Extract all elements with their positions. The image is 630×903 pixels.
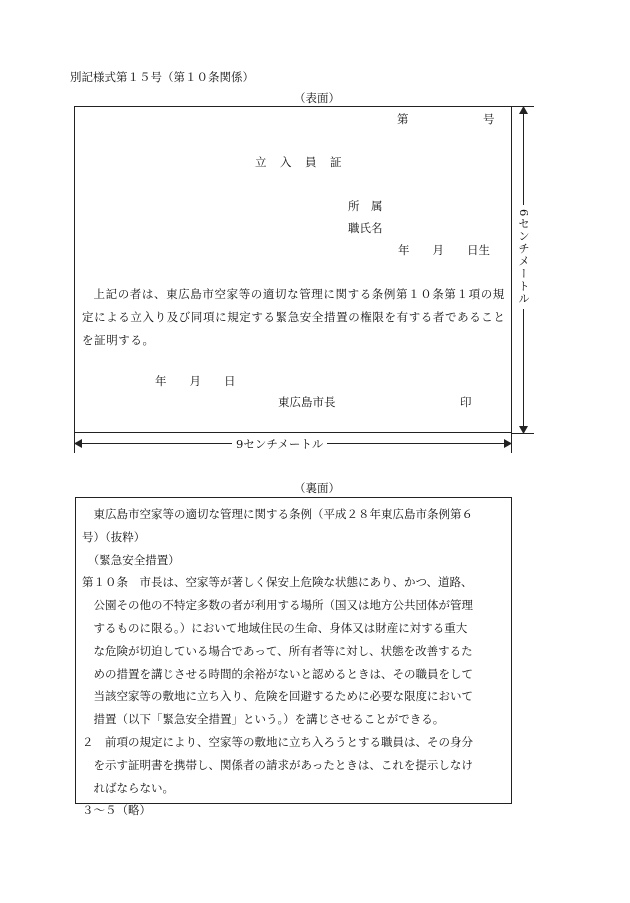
height-label: 6センチメートル [516,205,532,309]
front-heading: （表面） [294,91,340,105]
name-label: 職氏名 [348,221,383,235]
form-id: 別記様式第１５号（第１０条関係） [70,70,254,84]
number-go: 号 [483,112,495,126]
back-line: ２ 前項の規定により、空家等の敷地に立ち入ろうとする職員は、その身分 [82,734,473,749]
back-line: 措置（以下「緊急安全措置」という。）を講じさせることができる。 [82,712,445,727]
back-line: ればならない。 [82,780,174,795]
back-line: な危険が切迫している場合であって、所有者等に対し、状態を改善するた [82,643,473,658]
width-tick-left [74,433,75,453]
back-line: ３～５（略） [82,803,151,818]
height-tick-bottom [512,433,534,434]
height-tick-top [512,106,534,107]
issue-date: 年 月 日 [155,374,236,388]
certification-text: 上記の者は、東広島市空家等の適切な管理に関する条例第１０条第１項の規定による立入り及び同項に規定する緊急安全措置の権限を有する者であることを証明する。 [82,287,506,347]
back-card [75,497,512,818]
back-line: 号）（抜粋） [82,529,146,544]
number-dai: 第 [397,112,409,126]
back-line: するものに限る。）において地域住民の生命、身体又は財産に対する重大 [82,620,468,635]
width-label: 9センチメートル [232,436,327,452]
front-card [74,106,512,433]
width-tick-right [511,433,512,453]
arrow-left-icon [74,439,82,448]
back-line: を示す証明書を携帯し、関係者の請求があったときは、これを提示しなけ [82,757,473,772]
birth-date: 年 月 日生 [398,243,490,257]
seal: 印 [460,395,472,409]
arrow-up-icon [519,106,528,114]
back-line: 公園その他の不特定多数の者が利用する場所（国又は地方公共団体が管理 [82,598,473,613]
back-line: 第１０条 市長は、空家等が著しく保安上危険な状態にあり、かつ、道路、 [82,575,473,590]
issuer: 東広島市長 [278,395,336,409]
affiliation-label: 所 属 [348,199,383,213]
back-heading: （裏面） [294,481,340,495]
back-line: 東広島市空家等の適切な管理に関する条例（平成２８年東広島市条例第６ [82,507,473,521]
back-line: 当該空家等の敷地に立ち入り、危険を回避するために必要な限度において [82,689,473,704]
card-title: 立 入 員 証 [255,155,343,169]
back-line: （緊急安全措置） [82,552,180,567]
back-line: めの措置を講じさせる時間的余裕がないと認めるときは、その職員をして [82,666,473,681]
